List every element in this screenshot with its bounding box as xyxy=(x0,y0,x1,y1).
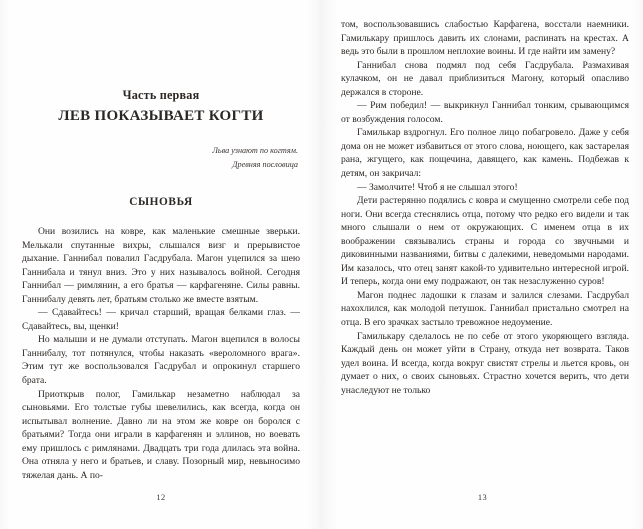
paragraph: — Сдавайтесь! — кричал старший, вращая белками глаз. — Сдавайтесь, вы, щенки! xyxy=(22,307,300,332)
part-title: ЛЕВ ПОКАЗЫВАЕТ КОГТИ xyxy=(58,108,264,124)
paragraph: — Замолчите! Чтоб я не слышал этого! xyxy=(357,181,518,193)
text-column-left xyxy=(22,0,300,482)
epigraph-block xyxy=(22,145,300,171)
paragraph: Они возились на ковре, как маленькие смешные зверьки. Мелькали спутанные вихры, слышался визг и прерывистое дыхание. Ганнибал повалил Гасдрубала. Магон уцепился за шею Ганнибала и тянул вниз. Это у них называлось войной. Сегодня Ганнибал — римлянин, а его братья — карфагеняне. Силы равны. Ганнибалу девять лет, братьям столько же вместе взятым. xyxy=(22,226,300,305)
page-right xyxy=(322,0,643,529)
paragraph: Приоткрыв полог, Гамилькар незаметно наблюдал за сыновьями. Его толстые губы шевелились, как всегда, когда он испытывал волнение. Давно ли на этом же ковре он боролся с братьями? Тогда они играли в карфагенян и эллинов, но воевать ему пришлось с римлянами. Двадцать три года длилась эта война. Она отняла у него и братьев, и славу. Позорный мир, невыносимо тяжелая дань. А по- xyxy=(22,388,300,481)
page-number-left: 12 xyxy=(156,493,166,502)
epigraph-source: Древняя пословица xyxy=(232,159,298,169)
part-label: Часть первая xyxy=(122,88,200,102)
paragraph: Магон поднес ладошки к глазам и залился слезами. Гасдрубал нахохлился, как молодой петушок. Ганнибал пристально смотрел на отца. В его зрачках застыло тревожное недоумение. xyxy=(341,289,629,329)
text-column-right xyxy=(341,18,629,397)
paragraph: том, воспользовавшись слабостью Карфагена, восстали наемники. Гамилькару пришлось давить их слонами, распинать на крестах. А ведь это были в прошлом неплохие воины. И где найти им замену? xyxy=(341,19,629,58)
epigraph-quote: Льва узнают по когтям. xyxy=(212,146,298,155)
paragraph: — Рим победил! — выкрикнул Ганнибал тонким, срывающимся от возбуждения голосом. xyxy=(341,100,629,125)
paragraph: Ганнибал снова подмял под себя Гасдрубала. Размахивая кулачком, он не давал приблизиться Магону, который опасливо держался в стороне. xyxy=(341,59,629,98)
paragraph: Дети растерянно подялись с ковра и смущенно смотрели себе под ноги. Они всегда стеснялись отца, потому что редко его видели и так много слышали о нем от окружающих. С именем отца в их воображении связывались страны и города со звучными и диковинными названиями, битвы с далекими, неведомыми народами. Им казалось, что отец занят какой-то удивительно интересной игрой. И теперь, когда они ему подражают, он так незаслуженно суров! xyxy=(341,195,629,288)
body-text-left xyxy=(22,225,300,482)
page-number-right: 13 xyxy=(477,493,488,502)
part-title-block xyxy=(22,88,300,126)
paragraph: Но малыши и не думали отступать. Магон вцепился в волосы Ганнибалу, тот потянулся, чтобы наказать «вероломного врага». Этим тут же воспользовался Гасдрубал и опрокинул старшего брата. xyxy=(22,334,300,387)
paragraph: Гамилькар вздрогнул. Его полное лицо побагровело. Даже у себя дома он не может избавиться от этого слова, ноющего, как застарелая рана, жгущего, как пощечина, давящего, как камень. Подбежав к детям, он закричал: xyxy=(341,127,629,180)
paragraph: Гамилькару сделалось не по себе от этого укоряющего взгляда. Каждый день он может уйти в Страну, откуда нет возврата. Таков удел воина. И всегда, когда вокруг свистят стрелы и льется кровь, он думает о них, о своих сыновьях. Страстно хочется верить, что дети унаследуют не только xyxy=(341,330,629,396)
chapter-title: СЫНОВЬЯ xyxy=(129,196,193,208)
